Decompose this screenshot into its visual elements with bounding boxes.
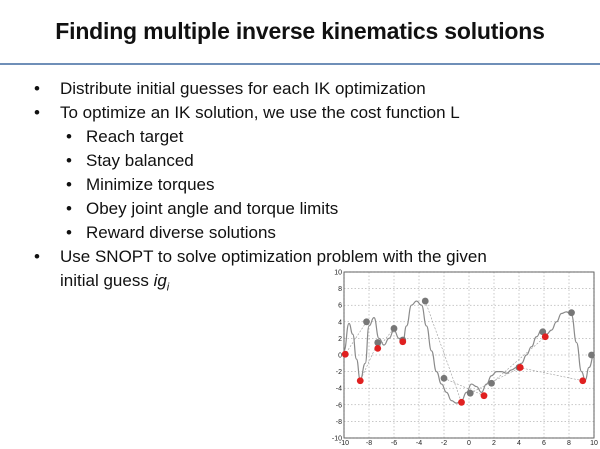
sub-bullet-text: Reward diverse solutions [86,223,276,242]
x-tick-label: -2 [440,440,448,447]
bullet-marker: • [66,127,72,146]
x-tick-label: 0 [467,440,471,447]
bullet-marker: • [66,151,72,170]
y-tick-label: 2 [338,335,342,343]
ik-solutions-chart [330,268,596,446]
initial-guess-point [568,309,575,316]
solution-point [579,377,586,384]
sub-bullet-text: Obey joint angle and torque limits [86,199,339,218]
bullet-marker: • [66,175,72,194]
y-tick-label: 6 [338,302,342,310]
y-tick-label: 8 [338,286,342,294]
x-tick-label: -4 [415,440,423,447]
solution-point [481,392,488,399]
x-tick-label: 10 [590,440,598,447]
initial-guess-point [374,339,381,346]
bullet-marker: • [66,199,72,218]
bullet-text: Use SNOPT to solve optimization problem with the given [60,247,487,266]
x-tick-label: -8 [365,440,373,447]
bullet-text: Distribute initial guesses for each IK optimization [60,79,426,98]
bullet-marker: • [66,223,72,242]
solution-point [374,345,381,352]
bullet-text-prefix: initial guess [60,271,154,290]
solution-point [342,351,349,358]
x-tick-label: 4 [517,440,521,447]
bullet-text: To optimize an IK solution, we use the cost function L [60,103,460,122]
sub-bullet-text: Reach target [86,127,184,146]
x-tick-label: 2 [492,440,496,447]
solution-point [517,364,524,371]
math-variable: ig [153,271,167,290]
initial-guess-point [441,375,448,382]
initial-guess-point [422,298,429,305]
y-tick-label: -2 [335,369,342,377]
solution-point [458,399,465,406]
y-tick-label: 10 [334,269,342,277]
solution-point [357,377,364,384]
sub-bullet-text: Minimize torques [86,175,215,194]
sub-bullet-text: Stay balanced [86,151,194,170]
initial-guess-point [467,390,474,397]
x-tick-label: 6 [542,440,546,447]
bullet-marker: • [34,103,40,122]
y-tick-label: -8 [335,418,342,426]
x-tick-label: 8 [567,440,571,447]
y-tick-label: -6 [335,402,342,410]
initial-guess-point [363,318,370,325]
x-tick-label: -10 [338,440,350,447]
bullet-text [60,270,169,298]
y-tick-label: 4 [338,319,342,327]
y-tick-label: -10 [331,435,342,443]
title-divider [0,63,600,65]
y-tick-label: -4 [335,385,342,393]
slide-title: Finding multiple inverse kinematics solutions [55,18,545,44]
bullet-marker: • [34,79,40,98]
solution-point [399,338,406,345]
y-tick-label: 0 [338,352,342,360]
initial-guess-point [391,325,398,332]
solution-point [542,333,549,340]
initial-guess-point [488,380,495,387]
bullet-marker: • [34,247,40,266]
initial-guess-point [588,352,595,359]
math-subscript: i [166,281,170,294]
x-tick-label: -6 [390,440,398,447]
